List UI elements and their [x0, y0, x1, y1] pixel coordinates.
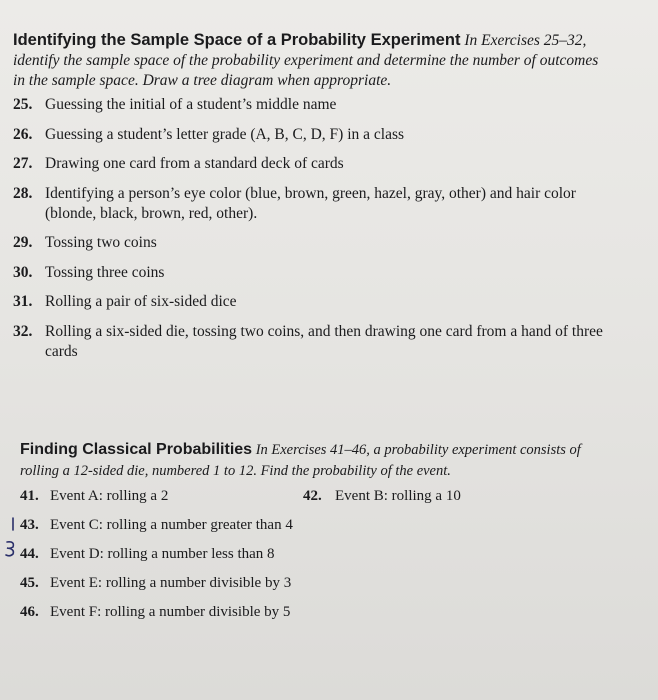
exercise-number: 27. — [13, 155, 33, 172]
exercise-text: Rolling a pair of six-sided dice — [45, 293, 237, 310]
exercise-item — [13, 322, 613, 362]
exercise-item — [13, 292, 613, 312]
section-sample-space — [13, 30, 613, 371]
exercise-list — [20, 486, 600, 622]
exercise-item — [303, 486, 461, 506]
exercise-number: 28. — [13, 184, 33, 202]
exercise-text: Guessing the initial of a student’s middle name — [45, 96, 337, 113]
section-intro: In Exercises 41–46, a probability experiment consists of rolling a 12-sided die, numbered 1 to 12. Find the probability of the event. — [20, 442, 581, 479]
section-title: Finding Classical Probabilities — [20, 441, 253, 458]
exercise-item — [13, 125, 613, 145]
exercise-item — [13, 184, 613, 224]
exercise-number: 30. — [13, 263, 33, 281]
exercise-text: Tossing three coins — [45, 263, 165, 281]
exercise-number: 43. — [20, 517, 39, 533]
exercise-row — [20, 486, 600, 506]
exercise-item — [20, 544, 600, 564]
exercise-text: Tossing two coins — [45, 234, 157, 251]
exercise-text: Identifying a person’s eye color (blue, brown, green, hazel, gray, other) and hair color (blonde, black, brown, red, other). — [45, 184, 576, 222]
exercise-number: 32. — [13, 322, 33, 340]
exercise-item — [20, 515, 600, 535]
exercise-item — [13, 95, 613, 115]
section-classical-probabilities — [20, 439, 600, 631]
section-intro: In Exercises 25–32, identify the sample space of the probability experiment and determine the number of outcomes in the sample space. Draw a tree diagram when appropriate. — [13, 32, 599, 89]
exercise-number: 44. — [20, 546, 39, 562]
exercise-item — [20, 602, 600, 622]
exercise-item — [20, 486, 303, 506]
exercise-text: Event B: rolling a 10 — [335, 488, 461, 504]
exercise-list — [13, 95, 613, 362]
exercise-text: Event F: rolling a number divisible by 5 — [50, 604, 291, 620]
section-title: Identifying the Sample Space of a Probability Experiment — [13, 31, 461, 49]
exercise-text: Drawing one card from a standard deck of cards — [45, 155, 344, 172]
exercise-text: Event D: rolling a number less than 8 — [50, 546, 275, 562]
exercise-number: 45. — [20, 575, 39, 591]
exercise-number: 25. — [13, 96, 33, 113]
exercise-item — [20, 573, 600, 593]
exercise-text: Rolling a six-sided die, tossing two coins, and then drawing one card from a hand of three cards — [45, 322, 603, 360]
handwritten-mark — [4, 516, 18, 558]
exercise-number: 29. — [13, 234, 33, 251]
exercise-number: 42. — [303, 488, 322, 504]
section-heading — [20, 439, 600, 482]
exercise-text: Guessing a student’s letter grade (A, B, C, D, F) in a class — [45, 125, 405, 143]
exercise-number: 31. — [13, 293, 33, 310]
exercise-text: Event C: rolling a number greater than 4 — [50, 517, 293, 533]
exercise-item — [13, 154, 613, 174]
exercise-text: Event A: rolling a 2 — [50, 488, 169, 504]
exercise-text: Event E: rolling a number divisible by 3 — [50, 575, 292, 591]
exercise-item — [13, 263, 613, 283]
exercise-item — [13, 233, 613, 253]
exercise-number: 26. — [13, 125, 33, 143]
exercise-number: 41. — [20, 488, 39, 504]
exercise-number: 46. — [20, 604, 39, 620]
section-heading — [13, 30, 613, 91]
